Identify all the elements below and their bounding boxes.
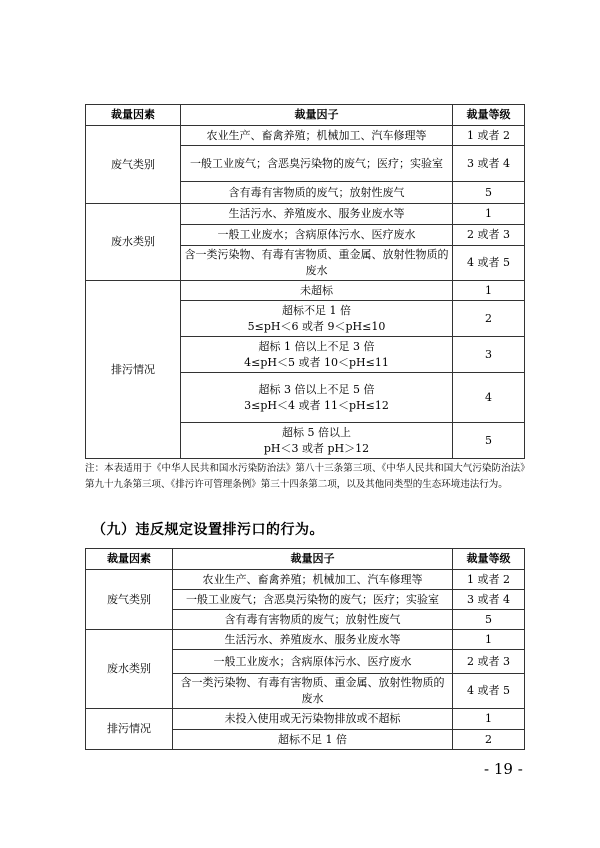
factor-cell: 含一类污染物、有毒有害物质、重金属、放射性物质的废水 — [173, 674, 453, 709]
ph-range-line: pH＜3 或者 pH＞12 — [263, 441, 370, 455]
factor-cell: 生活污水、养殖废水、服务业废水等 — [173, 630, 453, 650]
header-discretion-factor: 裁量因子 — [181, 105, 453, 126]
level-cell: 2 — [453, 301, 525, 337]
factor-cell: 含有毒有害物质的废气；放射性废气 — [173, 610, 453, 630]
discretion-table-1 — [85, 104, 525, 459]
level-cell: 5 — [453, 423, 525, 459]
category-discharge: 排污情况 — [86, 709, 173, 750]
header-discretion-level: 裁量等级 — [453, 105, 525, 126]
category-waste-gas: 废气类别 — [86, 570, 173, 630]
category-waste-water: 废水类别 — [86, 204, 181, 281]
factor-cell: 未投入使用或无污染物排放或不超标 — [173, 709, 453, 730]
level-cell: 4 或者 5 — [453, 674, 525, 709]
category-waste-gas: 废气类别 — [86, 126, 181, 204]
header-factor-category: 裁量因素 — [86, 105, 181, 126]
factor-cell — [181, 373, 453, 423]
level-cell: 1 — [453, 709, 525, 730]
factor-cell — [181, 423, 453, 459]
header-discretion-factor: 裁量因子 — [173, 549, 453, 570]
table-header-row — [86, 549, 525, 570]
category-discharge: 排污情况 — [86, 281, 181, 459]
factor-cell: 一般工业废气；含恶臭污染物的废气；医疗；实验室 — [181, 146, 453, 182]
factor-cell: 一般工业废气；含恶臭污染物的废气；医疗；实验室 — [173, 590, 453, 610]
table-row — [86, 709, 525, 730]
factor-cell: 一般工业废水；含病原体污水、医疗废水 — [181, 225, 453, 246]
table-row — [86, 204, 525, 225]
table-header-row — [86, 105, 525, 126]
header-factor-category: 裁量因素 — [86, 549, 173, 570]
level-cell: 4 或者 5 — [453, 246, 525, 281]
factor-cell: 生活污水、养殖废水、服务业废水等 — [181, 204, 453, 225]
factor-line: 未超标 — [300, 283, 333, 297]
factor-cell — [181, 301, 453, 337]
level-cell: 2 或者 3 — [453, 225, 525, 246]
discretion-table-2 — [85, 548, 525, 750]
factor-cell: 农业生产、畜禽养殖；机械加工、汽车修理等 — [181, 126, 453, 146]
level-cell: 3 或者 4 — [453, 590, 525, 610]
factor-line: 超标 5 倍以上 — [282, 425, 351, 439]
factor-cell: 农业生产、畜禽养殖；机械加工、汽车修理等 — [173, 570, 453, 590]
factor-cell — [181, 337, 453, 373]
level-cell: 2 或者 3 — [453, 650, 525, 674]
page-number: - 19 - — [484, 760, 523, 778]
level-cell: 1 或者 2 — [453, 126, 525, 146]
ph-range-line: 3≤pH＜4 或者 11＜pH≤12 — [244, 398, 389, 412]
level-cell: 1 或者 2 — [453, 570, 525, 590]
factor-cell — [181, 281, 453, 301]
table-row — [86, 126, 525, 146]
table-note: 注：本表适用于《中华人民共和国水污染防治法》第八十三条第三项、《中华人民共和国大气污染防治法》第九十九条第三项、《排污许可管理条例》第三十四条第二项，以及其他同类型的生态环境违法行为。 — [85, 463, 525, 490]
level-cell: 1 — [453, 281, 525, 301]
section-heading: （九）违反规定设置排污口的行为。 — [92, 522, 324, 538]
ph-range-line: 5≤pH＜6 或者 9＜pH≤10 — [247, 319, 386, 333]
level-cell: 2 — [453, 730, 525, 750]
category-waste-water: 废水类别 — [86, 630, 173, 709]
level-cell: 1 — [453, 630, 525, 650]
factor-cell: 含一类污染物、有毒有害物质、重金属、放射性物质的废水 — [181, 246, 453, 281]
level-cell: 5 — [453, 610, 525, 630]
level-cell: 4 — [453, 373, 525, 423]
factor-cell: 超标不足 1 倍 — [173, 730, 453, 750]
header-discretion-level: 裁量等级 — [453, 549, 525, 570]
level-cell: 5 — [453, 182, 525, 204]
level-cell: 3 — [453, 337, 525, 373]
table-row — [86, 281, 525, 301]
table-row — [86, 570, 525, 590]
level-cell: 3 或者 4 — [453, 146, 525, 182]
factor-line: 超标不足 1 倍 — [282, 303, 351, 317]
table-row — [86, 630, 525, 650]
factor-line: 超标 1 倍以上不足 3 倍 — [258, 339, 375, 353]
factor-cell: 含有毒有害物质的废气；放射性废气 — [181, 182, 453, 204]
level-cell: 1 — [453, 204, 525, 225]
factor-cell: 一般工业废水；含病原体污水、医疗废水 — [173, 650, 453, 674]
factor-line: 超标 3 倍以上不足 5 倍 — [258, 382, 375, 396]
ph-range-line: 4≤pH＜5 或者 10＜pH≤11 — [244, 355, 389, 369]
